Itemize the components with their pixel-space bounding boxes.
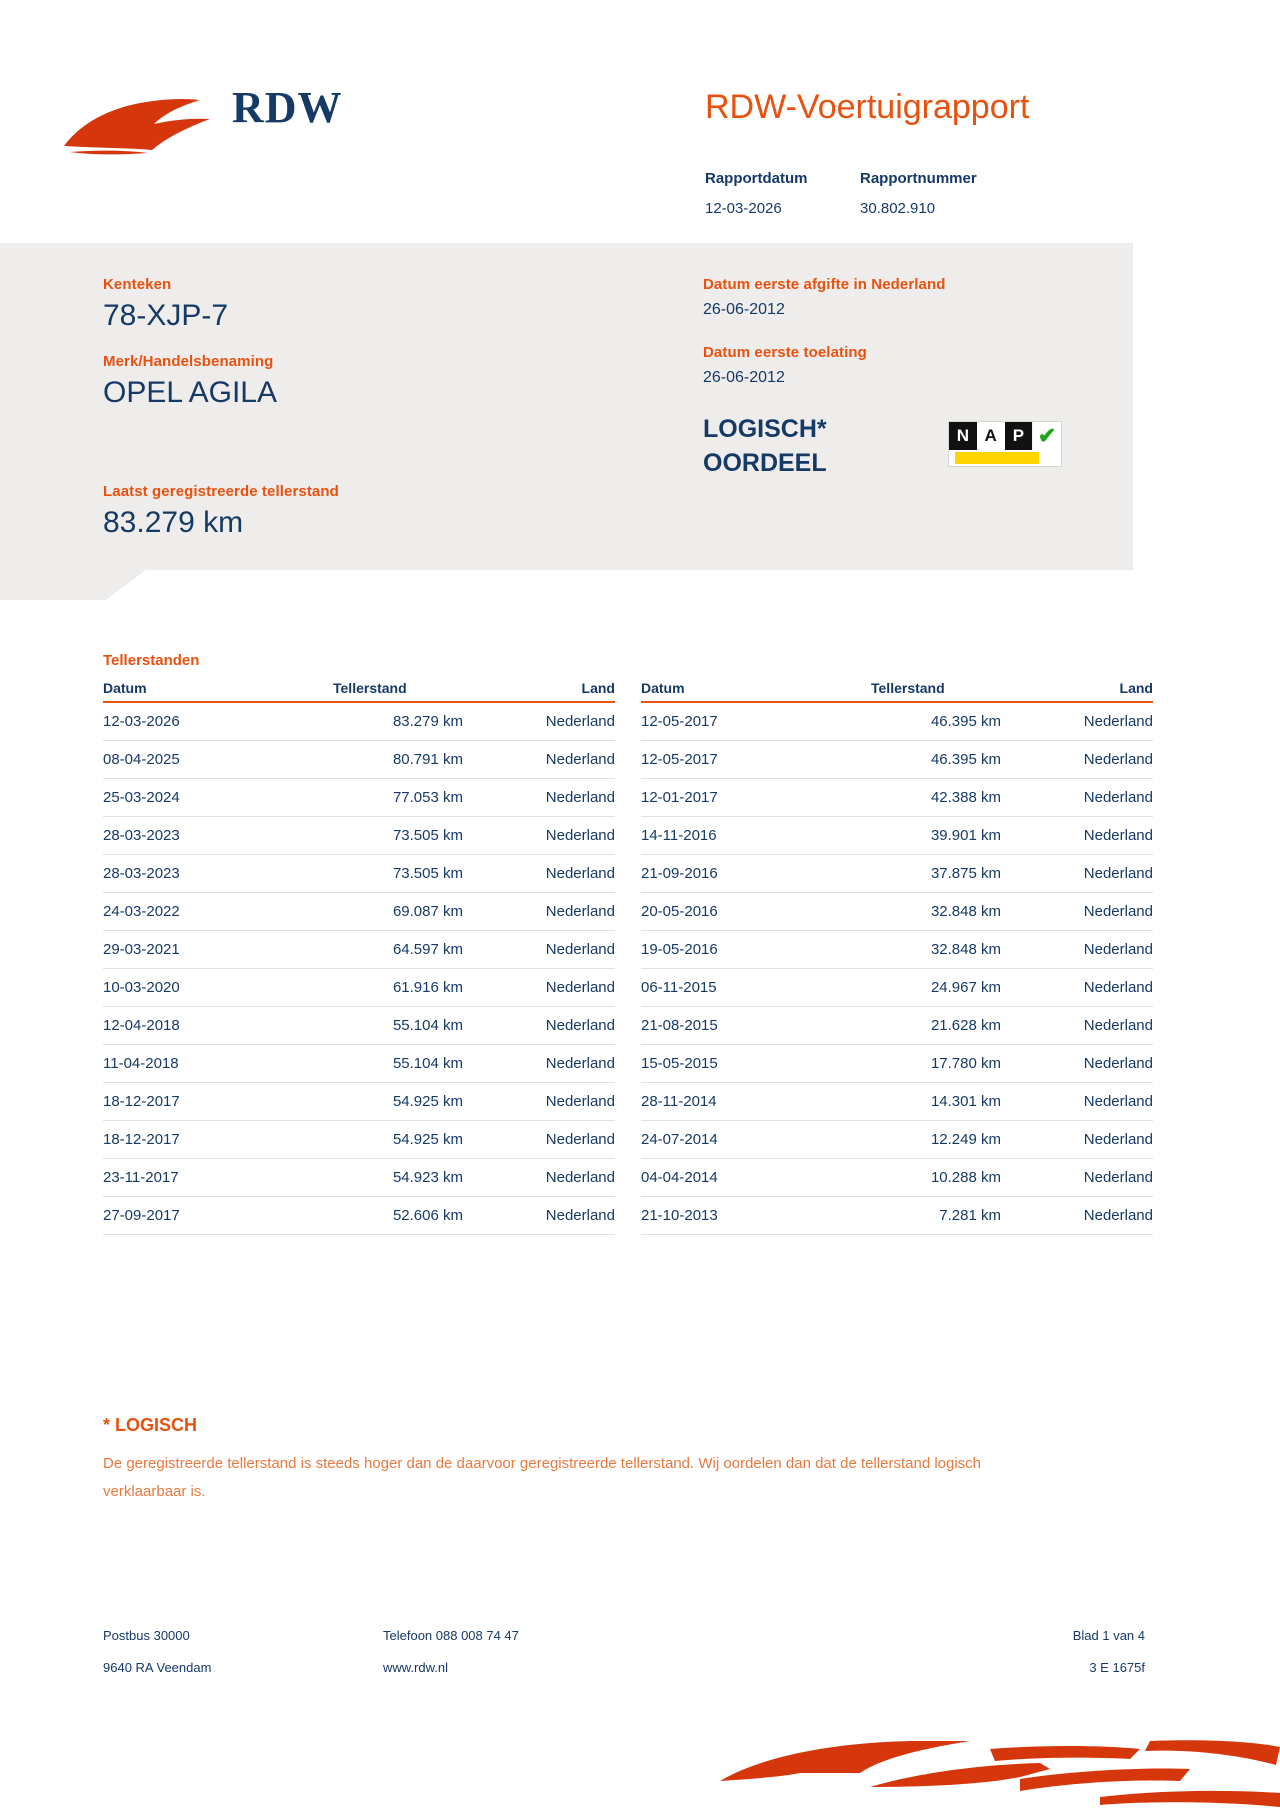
laatste-tellerstand-label: Laatst geregistreerde tellerstand (103, 483, 339, 500)
tellerstanden-table-right (641, 680, 1153, 1235)
table-row (641, 1159, 1153, 1197)
cell-tellerstand: 55.104 km (263, 1007, 495, 1045)
cell-tellerstand: 7.281 km (801, 1197, 1033, 1235)
cell-land: Nederland (495, 1197, 615, 1235)
report-meta-values (705, 200, 935, 217)
footer-telefoon: Telefoon 088 008 74 47 (383, 1628, 519, 1643)
oordeel-line-2: OORDEEL (703, 448, 827, 477)
cell-tellerstand: 24.967 km (801, 969, 1033, 1007)
table-row (103, 1007, 615, 1045)
rdw-swoosh-icon (60, 94, 225, 156)
cell-tellerstand: 83.279 km (263, 702, 495, 741)
table-row (641, 855, 1153, 893)
cell-tellerstand: 46.395 km (801, 702, 1033, 741)
merk-value: OPEL AGILA (103, 376, 277, 409)
report-title: RDW-Voertuigrapport (705, 88, 1030, 126)
table-row (103, 931, 615, 969)
cell-datum: 28-03-2023 (103, 817, 263, 855)
column-header-tellerstand: Tellerstand (263, 680, 495, 702)
cell-land: Nederland (1033, 893, 1153, 931)
footer-website[interactable]: www.rdw.nl (383, 1660, 449, 1675)
cell-tellerstand: 54.925 km (263, 1083, 495, 1121)
cell-datum: 08-04-2025 (103, 741, 263, 779)
table-row (103, 893, 615, 931)
cell-land: Nederland (1033, 931, 1153, 969)
table-row (103, 1121, 615, 1159)
cell-datum: 25-03-2024 (103, 779, 263, 817)
column-header-land: Land (495, 680, 615, 702)
footer-bladnummer: Blad 1 van 4 (1072, 1628, 1145, 1643)
nap-letter-p: P (1005, 422, 1033, 450)
table-row (641, 702, 1153, 741)
cell-land: Nederland (1033, 702, 1153, 741)
column-header-land: Land (1033, 680, 1153, 702)
cell-tellerstand: 32.848 km (801, 931, 1033, 969)
cell-datum: 06-11-2015 (641, 969, 801, 1007)
table-row (103, 1159, 615, 1197)
table-row (641, 1121, 1153, 1159)
cell-land: Nederland (1033, 817, 1153, 855)
table-row (103, 1197, 615, 1235)
cell-tellerstand: 39.901 km (801, 817, 1033, 855)
column-header-datum: Datum (103, 680, 263, 702)
cell-datum: 19-05-2016 (641, 931, 801, 969)
cell-tellerstand: 73.505 km (263, 855, 495, 893)
table-row (641, 931, 1153, 969)
tellerstanden-table-left (103, 680, 615, 1235)
rapportdatum-label: Rapportdatum (705, 170, 808, 187)
cell-datum: 24-07-2014 (641, 1121, 801, 1159)
cell-datum: 28-03-2023 (103, 855, 263, 893)
cell-tellerstand: 64.597 km (263, 931, 495, 969)
cell-land: Nederland (1033, 1121, 1153, 1159)
cell-land: Nederland (1033, 741, 1153, 779)
document-header (0, 40, 1280, 217)
cell-land: Nederland (1033, 855, 1153, 893)
table-row (641, 893, 1153, 931)
table-row (641, 1045, 1153, 1083)
cell-datum: 27-09-2017 (103, 1197, 263, 1235)
report-meta-labels (705, 170, 977, 187)
table-row (103, 779, 615, 817)
cell-land: Nederland (495, 855, 615, 893)
rdw-logo (60, 60, 380, 170)
cell-land: Nederland (495, 1159, 615, 1197)
cell-datum: 12-05-2017 (641, 741, 801, 779)
footnote-body: De geregistreerde tellerstand is steeds hoger dan de daarvoor geregistreerde tellerstand. Wij oordelen dan dat de tellerstand logisch verklaarbaar is. (103, 1455, 982, 1500)
nap-letter-a: A (977, 422, 1005, 450)
table-row (641, 741, 1153, 779)
laatste-tellerstand-value: 83.279 km (103, 506, 244, 539)
table-row (641, 779, 1153, 817)
cell-datum: 20-05-2016 (641, 893, 801, 931)
cell-datum: 18-12-2017 (103, 1121, 263, 1159)
eerste-afgifte-value: 26-06-2012 (703, 301, 785, 318)
cell-tellerstand: 55.104 km (263, 1045, 495, 1083)
table-row (103, 817, 615, 855)
cell-datum: 12-03-2026 (103, 702, 263, 741)
cell-land: Nederland (495, 1083, 615, 1121)
table-row (103, 741, 615, 779)
cell-land: Nederland (495, 1121, 615, 1159)
cell-land: Nederland (495, 779, 615, 817)
cell-datum: 14-11-2016 (641, 817, 801, 855)
table-row (641, 1197, 1153, 1235)
cell-tellerstand: 32.848 km (801, 893, 1033, 931)
column-header-datum: Datum (641, 680, 801, 702)
cell-datum: 28-11-2014 (641, 1083, 801, 1121)
tellerstanden-title: Tellerstanden (103, 652, 200, 669)
eerste-toelating-value: 26-06-2012 (703, 369, 785, 386)
cell-datum: 21-09-2016 (641, 855, 801, 893)
footnote-title: * LOGISCH (103, 1415, 198, 1435)
rapportnummer-value: 30.802.910 (860, 200, 936, 217)
cell-datum: 24-03-2022 (103, 893, 263, 931)
table-row (103, 855, 615, 893)
cell-land: Nederland (495, 893, 615, 931)
rapportnummer-label: Rapportnummer (860, 170, 977, 187)
cell-datum: 12-01-2017 (641, 779, 801, 817)
cell-tellerstand: 46.395 km (801, 741, 1033, 779)
table-row (641, 817, 1153, 855)
cell-datum: 12-04-2018 (103, 1007, 263, 1045)
footer-plaats: 9640 RA Veendam (103, 1660, 212, 1675)
column-header-tellerstand: Tellerstand (801, 680, 1033, 702)
cell-datum: 11-04-2018 (103, 1045, 263, 1083)
cell-land: Nederland (1033, 1083, 1153, 1121)
cell-tellerstand: 69.087 km (263, 893, 495, 931)
table-row (641, 1083, 1153, 1121)
cell-datum: 04-04-2014 (641, 1159, 801, 1197)
cell-land: Nederland (1033, 779, 1153, 817)
table-row (641, 969, 1153, 1007)
oordeel-block (703, 413, 827, 481)
cell-tellerstand: 52.606 km (263, 1197, 495, 1235)
nap-badge-icon (948, 421, 1062, 467)
cell-tellerstand: 80.791 km (263, 741, 495, 779)
cell-datum: 29-03-2021 (103, 931, 263, 969)
cell-datum: 21-08-2015 (641, 1007, 801, 1045)
oordeel-line-1: LOGISCH* (703, 415, 827, 443)
rapportdatum-value: 12-03-2026 (705, 200, 782, 217)
table-header-row (103, 680, 615, 702)
panel-notch (0, 570, 146, 600)
table-row (641, 1007, 1153, 1045)
rdw-wordmark: RDW (232, 83, 343, 132)
cell-tellerstand: 37.875 km (801, 855, 1033, 893)
cell-tellerstand: 54.923 km (263, 1159, 495, 1197)
cell-tellerstand: 17.780 km (801, 1045, 1033, 1083)
cell-land: Nederland (495, 1007, 615, 1045)
footer-postbus: Postbus 30000 (103, 1628, 190, 1643)
merk-label: Merk/Handelsbenaming (103, 353, 274, 370)
cell-tellerstand: 14.301 km (801, 1083, 1033, 1121)
cell-datum: 21-10-2013 (641, 1197, 801, 1235)
cell-tellerstand: 42.388 km (801, 779, 1033, 817)
cell-land: Nederland (495, 817, 615, 855)
kenteken-value: 78-XJP-7 (103, 299, 229, 332)
table-header-row (641, 680, 1153, 702)
kenteken-label: Kenteken (103, 276, 172, 293)
cell-land: Nederland (495, 1045, 615, 1083)
cell-land: Nederland (1033, 1007, 1153, 1045)
table-row (103, 702, 615, 741)
cell-tellerstand: 73.505 km (263, 817, 495, 855)
eerste-toelating-label: Datum eerste toelating (703, 344, 867, 361)
cell-land: Nederland (1033, 969, 1153, 1007)
cell-land: Nederland (495, 702, 615, 741)
footer-formuliernummer: 3 E 1675f (1089, 1660, 1145, 1675)
table-row (103, 969, 615, 1007)
cell-land: Nederland (1033, 1197, 1153, 1235)
cell-tellerstand: 61.916 km (263, 969, 495, 1007)
cell-tellerstand: 12.249 km (801, 1121, 1033, 1159)
cell-land: Nederland (495, 931, 615, 969)
nap-letter-n: N (949, 422, 977, 450)
cell-datum: 15-05-2015 (641, 1045, 801, 1083)
cell-land: Nederland (495, 969, 615, 1007)
table-row (103, 1045, 615, 1083)
nap-yellow-bar (955, 452, 1039, 464)
cell-datum: 10-03-2020 (103, 969, 263, 1007)
cell-tellerstand: 21.628 km (801, 1007, 1033, 1045)
cell-datum: 18-12-2017 (103, 1083, 263, 1121)
table-row (103, 1083, 615, 1121)
cell-datum: 12-05-2017 (641, 702, 801, 741)
footer-stripes-graphic (720, 1735, 1280, 1811)
cell-datum: 23-11-2017 (103, 1159, 263, 1197)
check-icon: ✔ (1032, 422, 1061, 450)
cell-tellerstand: 10.288 km (801, 1159, 1033, 1197)
vehicle-summary-panel (0, 243, 1133, 570)
cell-land: Nederland (495, 741, 615, 779)
cell-land: Nederland (1033, 1045, 1153, 1083)
cell-tellerstand: 54.925 km (263, 1121, 495, 1159)
cell-land: Nederland (1033, 1159, 1153, 1197)
eerste-afgifte-label: Datum eerste afgifte in Nederland (703, 276, 946, 293)
cell-tellerstand: 77.053 km (263, 779, 495, 817)
